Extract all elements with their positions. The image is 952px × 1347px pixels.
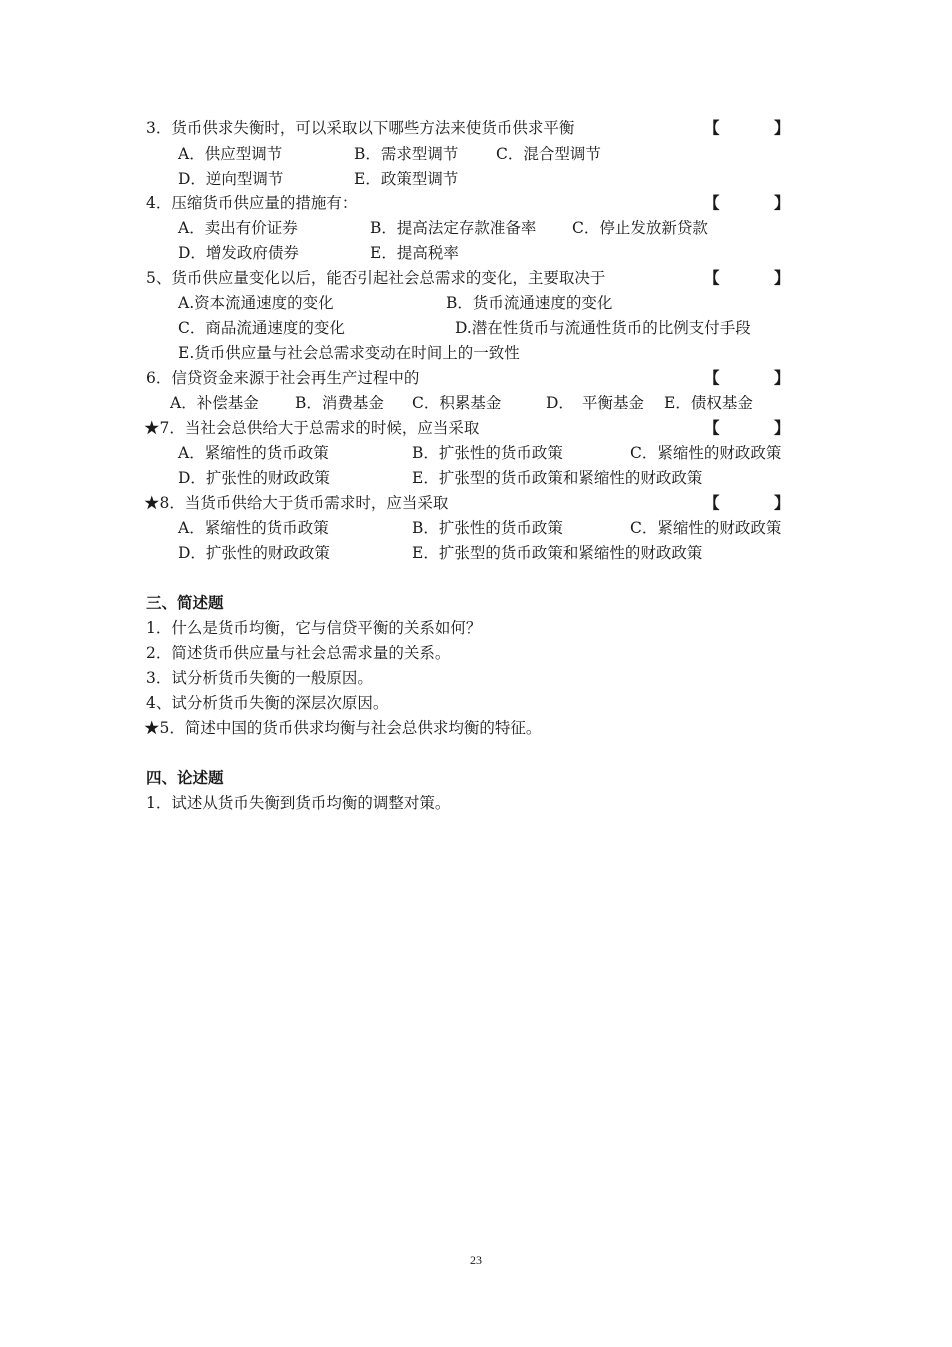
short-answer-item: 4、试分析货币失衡的深层次原因。 [146, 694, 389, 712]
option-d: D．增发政府债券 [178, 244, 299, 262]
answer-bracket-right: 】 [774, 268, 790, 287]
option-d: D．扩张性的财政政策 [178, 544, 330, 562]
option-e: E．扩张型的货币政策和紧缩性的财政政策 [412, 469, 703, 487]
option-e: E.货币供应量与社会总需求变动在时间上的一致性 [178, 344, 520, 362]
option-d: D．扩张性的财政政策 [178, 469, 330, 487]
option-e: E．债权基金 [664, 394, 753, 412]
option-b: B．提高法定存款准备率 [370, 219, 537, 237]
option-e: E．提高税率 [370, 244, 459, 262]
answer-bracket-right: 】 [774, 493, 790, 512]
option-e: E．扩张型的货币政策和紧缩性的财政政策 [412, 544, 703, 562]
option-c: C．停止发放新贷款 [572, 219, 708, 237]
answer-bracket-right: 】 [774, 418, 790, 437]
option-c: C．商品流通速度的变化 [178, 319, 345, 337]
option-a: A.资本流通速度的变化 [178, 294, 334, 312]
option-c: C．混合型调节 [496, 145, 601, 163]
section-heading-short-answer: 三、简述题 [146, 593, 224, 612]
essay-item: 1．试述从货币失衡到货币均衡的调整对策。 [146, 794, 451, 812]
option-a: A．紧缩性的货币政策 [178, 519, 329, 537]
option-a: A．补偿基金 [170, 394, 259, 412]
question-5-stem: 5、货币供应量变化以后，能否引起社会总需求的变化，主要取决于 [146, 269, 606, 287]
option-b: B．需求型调节 [354, 145, 459, 163]
option-a: A．供应型调节 [178, 145, 283, 163]
option-b: B．货币流通速度的变化 [446, 294, 613, 312]
option-c: C．积累基金 [412, 394, 502, 412]
question-4-stem: 4．压缩货币供应量的措施有： [146, 194, 358, 212]
option-a: A．紧缩性的货币政策 [178, 444, 329, 462]
short-answer-item: 1．什么是货币均衡，它与信贷平衡的关系如何？ [146, 619, 482, 637]
section-heading-essay: 四、论述题 [146, 768, 224, 787]
answer-bracket-left: 【 [704, 493, 720, 512]
option-c: C．紧缩性的财政政策 [630, 444, 782, 462]
option-b: B．扩张性的货币政策 [412, 444, 563, 462]
option-d: D.潜在性货币与流通性货币的比例支付手段 [455, 319, 751, 337]
answer-bracket-left: 【 [704, 118, 720, 137]
page-number: 23 [470, 1253, 482, 1267]
answer-bracket-left: 【 [704, 418, 720, 437]
question-3-stem: 3．货币供求失衡时，可以采取以下哪些方法来使货币供求平衡 [146, 119, 575, 137]
answer-bracket-right: 】 [774, 368, 790, 387]
question-8-stem: ★8．当货币供给大于货币需求时，应当采取 [144, 494, 449, 512]
question-7-stem: ★7．当社会总供给大于总需求的时候，应当采取 [144, 419, 480, 437]
question-6-stem: 6．信贷资金来源于社会再生产过程中的 [146, 369, 420, 387]
answer-bracket-right: 】 [774, 118, 790, 137]
short-answer-item: ★5．简述中国的货币供求均衡与社会总供求均衡的特征。 [144, 719, 542, 737]
option-b: B．扩张性的货币政策 [412, 519, 563, 537]
short-answer-item: 3．试分析货币失衡的一般原因。 [146, 669, 373, 687]
answer-bracket-right: 】 [774, 193, 790, 212]
option-b: B．消费基金 [295, 394, 384, 412]
answer-bracket-left: 【 [704, 193, 720, 212]
answer-bracket-left: 【 [704, 268, 720, 287]
option-c: C．紧缩性的财政政策 [630, 519, 782, 537]
option-e: E．政策型调节 [354, 170, 459, 188]
short-answer-item: 2．简述货币供应量与社会总需求量的关系。 [146, 644, 451, 662]
option-d: D． [546, 394, 574, 412]
option-d-text: 平衡基金 [582, 394, 645, 412]
answer-bracket-left: 【 [704, 368, 720, 387]
option-a: A．卖出有价证券 [178, 219, 298, 237]
option-d: D．逆向型调节 [178, 170, 284, 188]
